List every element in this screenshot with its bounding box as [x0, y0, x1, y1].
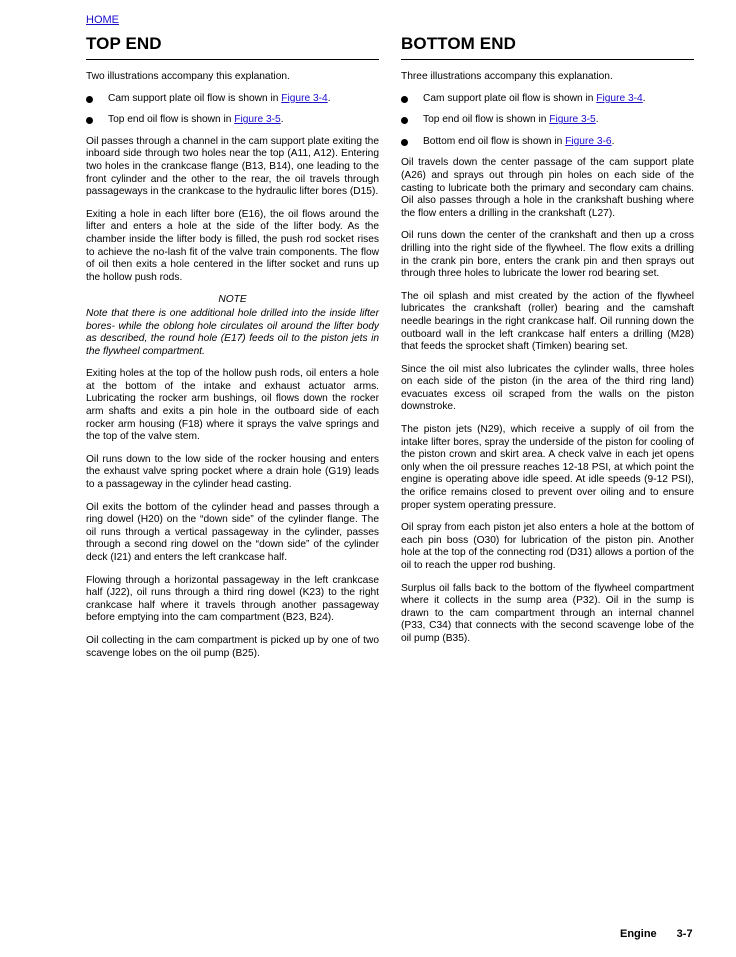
figure-3-4-link[interactable]: Figure 3-4: [596, 92, 643, 104]
page-number: 3-7: [676, 928, 693, 940]
bullet-icon: [401, 139, 408, 146]
paragraph: Flowing through a horizontal passageway in the left crankcase half (J22), oil runs through a third ring dowel (K23) to the right crankcase half where it travels through another passageway before emptying into the cam compartment (B23, B24).: [86, 574, 379, 624]
note-title: NOTE: [218, 294, 247, 306]
intro-text: Three illustrations accompany this explanation.: [401, 71, 613, 82]
paragraph: Exiting holes at the top of the hollow push rods, oil enters a hole at the bottom of the intake and exhaust actuator arms. Lubricating the rocker arm bushings, oil flows down the rocker arm shafts and exits a pin hole in the outboard side of each rocker arm housing (F18) where it sprays the valve springs and the top of the valve stem.: [86, 368, 379, 443]
paragraph: Oil runs down the center of the crankshaft and then up a cross drilling into the right side of the flywheel. The flow exits a drilling in the crank pin bore, enters the crank pin and then sprays out through three holes to lubricate the lower rod bearing set.: [401, 230, 694, 280]
list-item: Cam support plate oil flow is shown in Figure 3-4.: [86, 93, 379, 106]
bottom-end-column: [401, 34, 694, 656]
paragraph: Surplus oil falls back to the bottom of the flywheel compartment where it collects in the sump area (P32). Oil in the sump is drawn to the cam compartment through an internal channel (P33, C34) that connects with the second scavenge lobe of the oil pump (B35).: [401, 582, 694, 644]
figure-3-6-link[interactable]: Figure 3-6: [565, 135, 612, 147]
paragraph: The piston jets (N29), which receive a supply of oil from the intake lifter bores, spray the underside of the piston for cooling of the piston crown and skirt area. A check valve in each jet opens only when the oil pressure reaches 12-18 PSI, at which point the engine is operating above idle speed. At idle speeds (9-12 PSI), the orifice remains closed to prevent over oiling and to ensure proper system operating pressure.: [401, 424, 694, 511]
paragraph: Since the oil mist also lubricates the cylinder walls, three holes on each side of the piston (in the area of the third ring land) evacuates excess oil scraped from the walls on the piston downstroke.: [401, 363, 694, 413]
paragraph: Oil passes through a channel in the cam support plate exiting the inboard side through two holes near the top (A11, A12). Entering two holes in the crankcase flange (B13, B14), one leading to the front cylinder and the other to the rear, the oil travels through passageways in the crankcase to the hydraulic lifter bores (D15).: [86, 135, 379, 198]
list-item: Bottom end oil flow is shown in Figure 3-6.: [401, 136, 694, 149]
figure-3-5-link[interactable]: Figure 3-5: [549, 114, 596, 126]
list-item: Top end oil flow is shown in Figure 3-5.: [401, 114, 694, 127]
figure-3-5-link[interactable]: Figure 3-5: [234, 114, 281, 126]
top-end-column: [86, 34, 379, 670]
list-item: Top end oil flow is shown in Figure 3-5.: [86, 114, 379, 127]
footer-section: Engine: [620, 928, 657, 940]
figure-3-4-link[interactable]: Figure 3-4: [281, 92, 328, 104]
paragraph: Oil runs down to the low side of the rocker housing and enters the exhaust valve spring pocket where a drain hole (G19) leads to a passageway in the cylinder head casting.: [86, 453, 379, 491]
paragraph: The oil splash and mist created by the action of the flywheel lubricates the crankshaft (roller) bearing and the camshaft needle bearings in the right crankcase half. Oil running down the outboard wall in the left crankcase half enters a drilling (M28) that feeds the sprocket shaft (Timken) bearing set.: [401, 290, 694, 353]
bullet-icon: [86, 96, 93, 103]
paragraph: Oil travels down the center passage of the cam support plate (A26) and sprays out through pin holes on each side of the casting to lubricate both the primary and secondary cam chains. Oil also passes through a hole in the crankshaft bushing where the flow enters a drilling in the crankshaft (L27).: [401, 157, 694, 219]
page-footer: [620, 928, 693, 940]
section-heading-bottom-end: BOTTOM END: [401, 34, 694, 60]
paragraph: Oil exits the bottom of the cylinder head and passes through a ring dowel (H20) on the “down side” of the cylinder flange. The oil runs through a vertical passageway in the cylinder, passes through a second ring dowel on the “down side” of the cylinder deck (I21) and enters the left crankcase half.: [86, 501, 379, 563]
bullet-icon: [401, 117, 408, 124]
paragraph: Oil spray from each piston jet also enters a hole at the bottom of each pin boss (O30) for lubrication of the piston pin. Another hole at the top of the connecting rod (D31) allows a portion of the oil to reach the upper rod bushing.: [401, 522, 694, 571]
note-body: Note that there is one additional hole drilled into the inside lifter bores- while the oblong hole circulates oil around the lifter body as described, the round hole (E17) feeds oil to the piston jets in the flywheel compartment.: [86, 307, 379, 357]
bullet-icon: [401, 96, 408, 103]
figure-list: [401, 93, 694, 149]
list-item: Cam support plate oil flow is shown in Figure 3-4.: [401, 93, 694, 106]
bullet-icon: [86, 117, 93, 124]
intro-text: Two illustrations accompany this explanation.: [86, 71, 290, 82]
paragraph: Exiting a hole in each lifter bore (E16), the oil flows around the lifter and enters a hole at the side of the lifter body. As the chamber inside the lifter body is filled, the push rod socket rises to achieve the no-lash fit of the valve train components. The flow of oil then exits a hole centered in the lifter socket and runs up the hollow push rods.: [86, 208, 379, 283]
section-heading-top-end: TOP END: [86, 34, 379, 60]
figure-list: [86, 93, 379, 127]
paragraph: Oil collecting in the cam compartment is picked up by one of two scavenge lobes on the oil pump (B25).: [86, 634, 379, 659]
home-link[interactable]: HOME: [86, 14, 119, 26]
